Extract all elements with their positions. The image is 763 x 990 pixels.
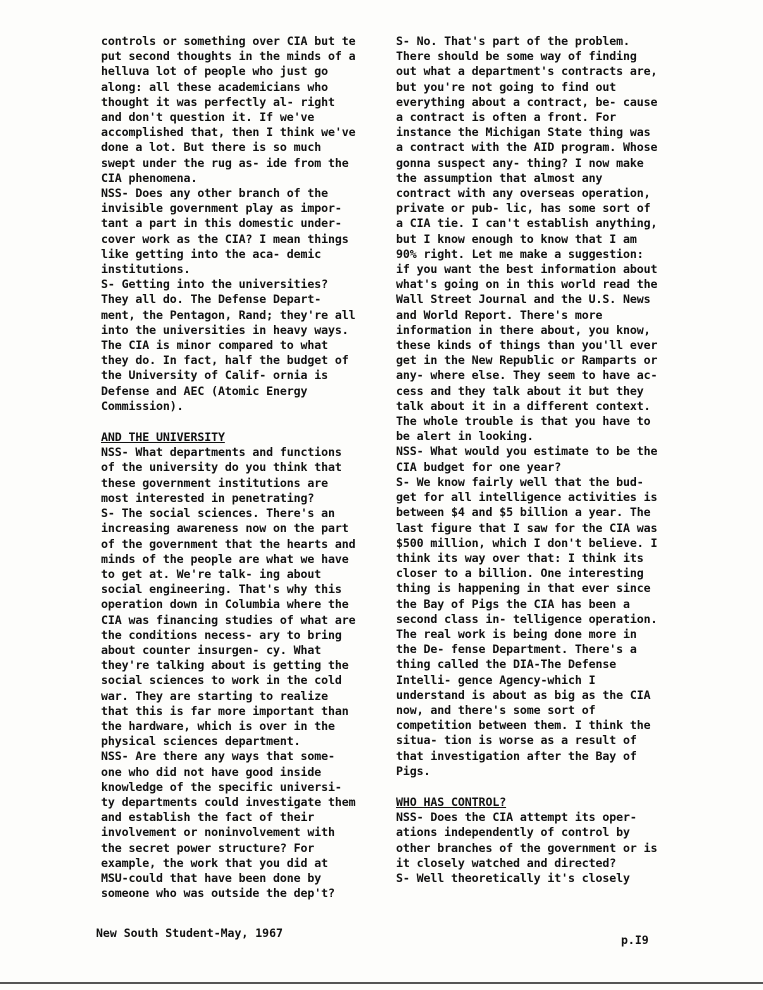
paragraph: NSS- Does the CIA attempt its oper- ations independently of control by other branches of the government or is it closely watched and directed? [396, 810, 658, 870]
paragraph: S- Well theoretically it's closely [396, 870, 630, 885]
section-gap [396, 779, 660, 795]
paragraph: NSS- Does any other branch of the invisible government play as impor- tant a part in this domestic under- cover work as the CIA? I mean things like getting into the aca- demic institutions. [101, 186, 349, 277]
left-text-column [101, 34, 362, 901]
paragraph: S- We know fairly well that the bud- get for all intelligence activities is between $4 and $5 billion a year. The last figure that I saw for the CIA was $500 million, which I don't believe. I think its way over that: I think its closer to a billion. One interesting thing is happening in that ever since the Bay of Pigs the CIA has been a second class in- telligence operation. The real work is being done more in the De- fense Department. There's a thing called the DIA-The Defense Intelli- gence Agency-which I understand is about as big as the CIA now, and there's some sort of competition between them. I think the situa- tion is worse as a result of that investigation after the Bay of Pigs. [396, 474, 658, 778]
section-heading: AND THE UNIVERSITY [101, 430, 225, 445]
paragraph: controls or something over CIA but te put second thoughts in the minds of a helluva lot of people who just go along: all these academicians who thought it was perfectly al- right and don't question it. If we've accomplished that, then I think we've done a lot. But there is so much swept under the rug as- ide from the CIA phenomena. [101, 34, 356, 185]
bottom-scan-edge [0, 982, 763, 984]
section-gap [101, 414, 362, 430]
paragraph: NSS- Are there any ways that some- one who did not have good inside knowledge of the specific universi- ty departments could investigate them and establish the fact of their involvement or noninvolvement with the secret power structure? For example, the work that you did at MSU-could that have been done by someone who was outside the dep't? [101, 749, 356, 901]
right-text-column [396, 34, 660, 886]
page-number: p.I9 [621, 933, 649, 947]
paragraph: S- No. That's part of the problem. There should be some way of finding out what a department's contracts are, but you're not going to find out everything about a contract, be- cause a contract is often a front. For instance the Michigan State thing was a contract with the AID program. Whose gonna suspect any- thing? I now make the assumption that almost any contract with any overseas operation, private or pub- lic, has some sort of a CIA tie. I can't establish anything, but I know enough to know that I am 90% right. Let me make a suggestion: if you want the best information about what's going on in this world read the Wall Street Journal and the U.S. News and World Report. There's more information in there about, you know, these kinds of things than you'll ever get in the New Republic or Ramparts or any- where else. They seem to have ac- cess and they talk about it but they talk about it in a different context. The whole trouble is that you have to be alert in looking. [396, 34, 658, 444]
paragraph: NSS- What departments and functions of the university do you think that these government institutions are most interested in penetrating? [101, 445, 342, 505]
paragraph: NSS- What would you estimate to be the CIA budget for one year? [396, 444, 658, 474]
paragraph: S- Getting into the universities? They all do. The Defense Depart- ment, the Pentagon, Rand; they're all into the universities in heavy ways. The CIA is minor compared to what they do. In fact, half the budget of the University of Calif- ornia is Defense and AEC (Atomic Energy Commission). [101, 277, 356, 413]
publication-footer: New South Student-May, 1967 [96, 926, 283, 940]
paragraph: S- The social sciences. There's an increasing awareness now on the part of the government that the hearts and minds of the people are what we have to get at. We're talk- ing about social engineering. That's why this operation down in Columbia where the CIA was financing studies of what are the conditions necess- ary to bring about counter insurgen- cy. What they're talking about is getting the social sciences to work in the cold war. They are starting to realize that this is far more important than the hardware, which is over in the physical sciences department. [101, 506, 356, 749]
section-heading: WHO HAS CONTROL? [396, 794, 507, 809]
